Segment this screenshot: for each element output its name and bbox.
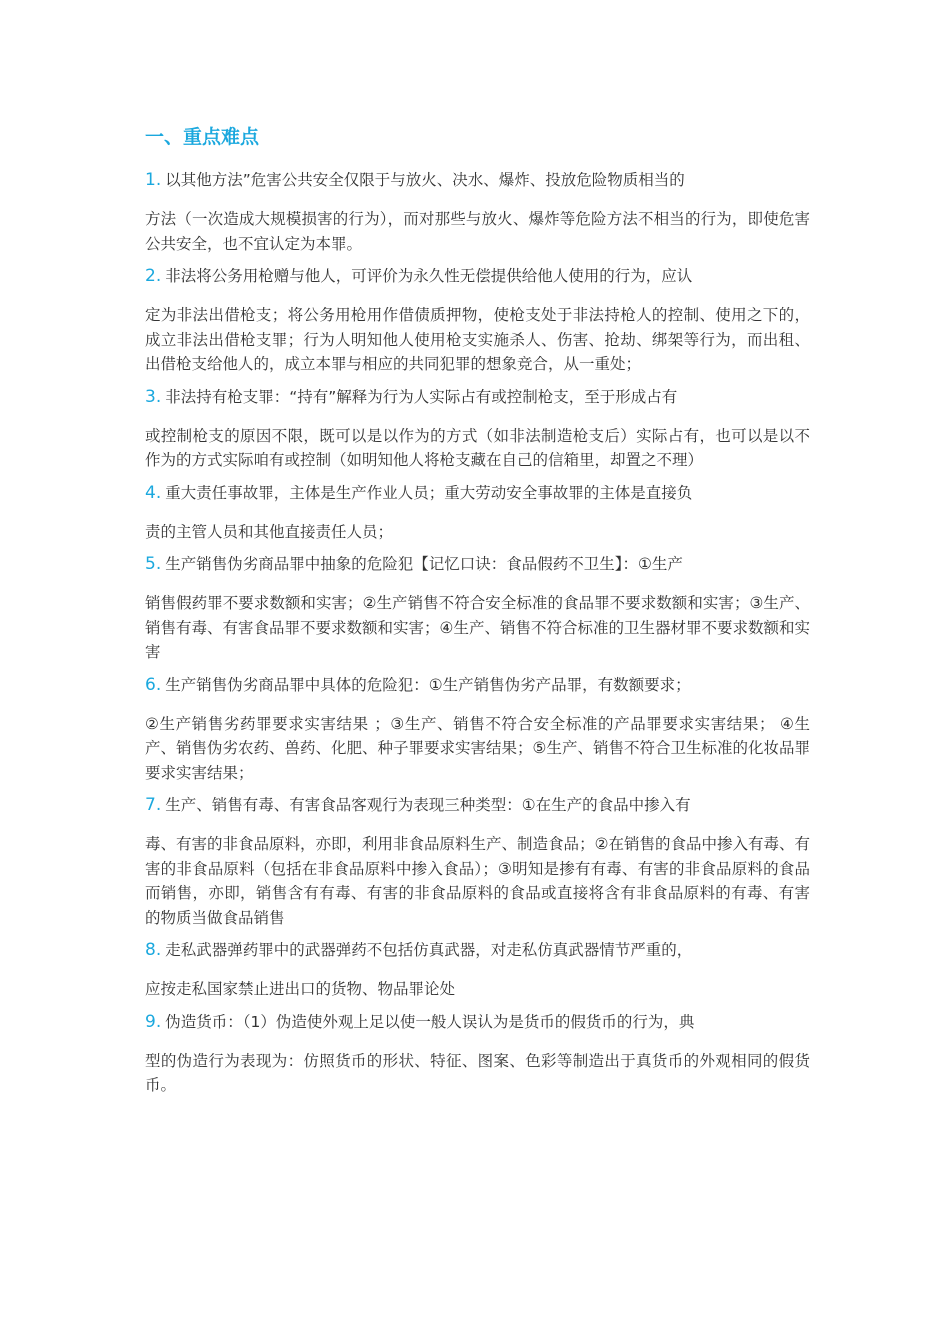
- list-item: [145, 481, 810, 545]
- list-item: [145, 552, 810, 665]
- item-number: 6.: [145, 674, 162, 695]
- item-number: 3.: [145, 386, 162, 407]
- item-first-line: 非法将公务用枪赠与他人，可评价为永久性无偿提供给他人使用的行为，应认: [165, 267, 693, 285]
- item-continuation: ②生产销售劣药罪要求实害结果 ；③生产、销售不符合安全标准的产品罪要求实害结果； ④生产、销售伪劣农药、兽药、化肥、种子罪要求实害结果；⑤生产、销售不符合卫生标准的化妆品罪要求实害结果；: [145, 714, 810, 782]
- item-continuation: 型的伪造行为表现为：仿照货币的形状、特征、图案、色彩等制造出于真货币的外观相同的假货币。: [145, 1051, 810, 1094]
- item-first-line: 生产、销售有毒、有害食品客观行为表现三种类型：①在生产的食品中掺入有: [165, 796, 691, 814]
- list-item: [145, 385, 810, 473]
- item-continuation: 方法（一次造成大规模损害的行为），而对那些与放火、爆炸等危险方法不相当的行为，即使危害公共安全，也不宜认定为本罪。: [145, 210, 810, 253]
- item-number: 8.: [145, 940, 162, 960]
- item-number: 7.: [145, 795, 162, 815]
- list-item: [145, 1010, 810, 1098]
- list-item: [145, 673, 810, 786]
- item-continuation: 或控制枪支的原因不限，既可以是以作为的方式（如非法制造枪支后）实际占有，也可以是以不作为的方式实际咱有或控制（如明知他人将枪支藏在自己的信箱里，却置之不理）: [145, 426, 810, 469]
- item-first-line: 走私武器弹药罪中的武器弹药不包括仿真武器，对走私仿真武器情节严重的，: [165, 941, 693, 959]
- item-first-line: 生产销售伪劣商品罪中抽象的危险犯【记忆口诀：食品假药不卫生】：①生产: [165, 555, 683, 573]
- item-first-line: 以其他方法”危害公共安全仅限于与放火、决水、爆炸、投放危险物质相当的: [165, 171, 685, 189]
- item-first-line: 重大责任事故罪，主体是生产作业人员；重大劳动安全事故罪的主体是直接负: [165, 483, 693, 502]
- item-number: 1.: [145, 170, 162, 190]
- list-item: [145, 938, 810, 1002]
- item-number: 2.: [145, 266, 162, 286]
- list-item: [145, 264, 810, 377]
- item-number: 5.: [145, 554, 162, 574]
- list-item: [145, 168, 810, 256]
- item-first-line: 伪造货币：（1）伪造使外观上足以使一般人误认为是货币的假货币的行为，典: [165, 1012, 695, 1031]
- item-continuation: 应按走私国家禁止进出口的货物、物品罪论处: [145, 980, 456, 998]
- section-heading: 一、重点难点: [145, 126, 260, 148]
- item-continuation: 毒、有害的非食品原料，亦即，利用非食品原料生产、制造食品；②在销售的食品中掺入有毒、有害的非食品原料（包括在非食品原料中掺入食品）；③明知是掺有有毒、有害的非食品原料的食品而销售，亦即，销售含有有毒、有害的非食品原料的食品或直接将含有非食品原料的有毒、有害的物质当做食品销售: [145, 835, 810, 927]
- item-continuation: 销售假药罪不要求数额和实害；②生产销售不符合安全标准的食品罪不要求数额和实害；③生产、销售有毒、有害食品罪不要求数额和实害；④生产、销售不符合标准的卫生器材罪不要求数额和实害: [145, 594, 810, 661]
- item-number: 4.: [145, 482, 162, 503]
- item-first-line: 非法持有枪支罪：“持有”解释为行为人实际占有或控制枪支，至于形成占有: [165, 387, 678, 406]
- item-first-line: 生产销售伪劣商品罪中具体的危险犯：①生产销售伪劣产品罪，有数额要求；: [165, 675, 691, 694]
- document-page: [145, 120, 810, 1106]
- item-continuation: 责的主管人员和其他直接责任人员；: [145, 522, 394, 541]
- item-number: 9.: [145, 1011, 162, 1032]
- list-item: [145, 793, 810, 930]
- item-continuation: 定为非法出借枪支；将公务用枪用作借债质押物，使枪支处于非法持枪人的控制、使用之下的，成立非法出借枪支罪；行为人明知他人使用枪支实施杀人、伤害、抢劫、绑架等行为，而出租、出借枪支给他人的，成立本罪与相应的共同犯罪的想象竞合，从一重处；: [145, 306, 810, 373]
